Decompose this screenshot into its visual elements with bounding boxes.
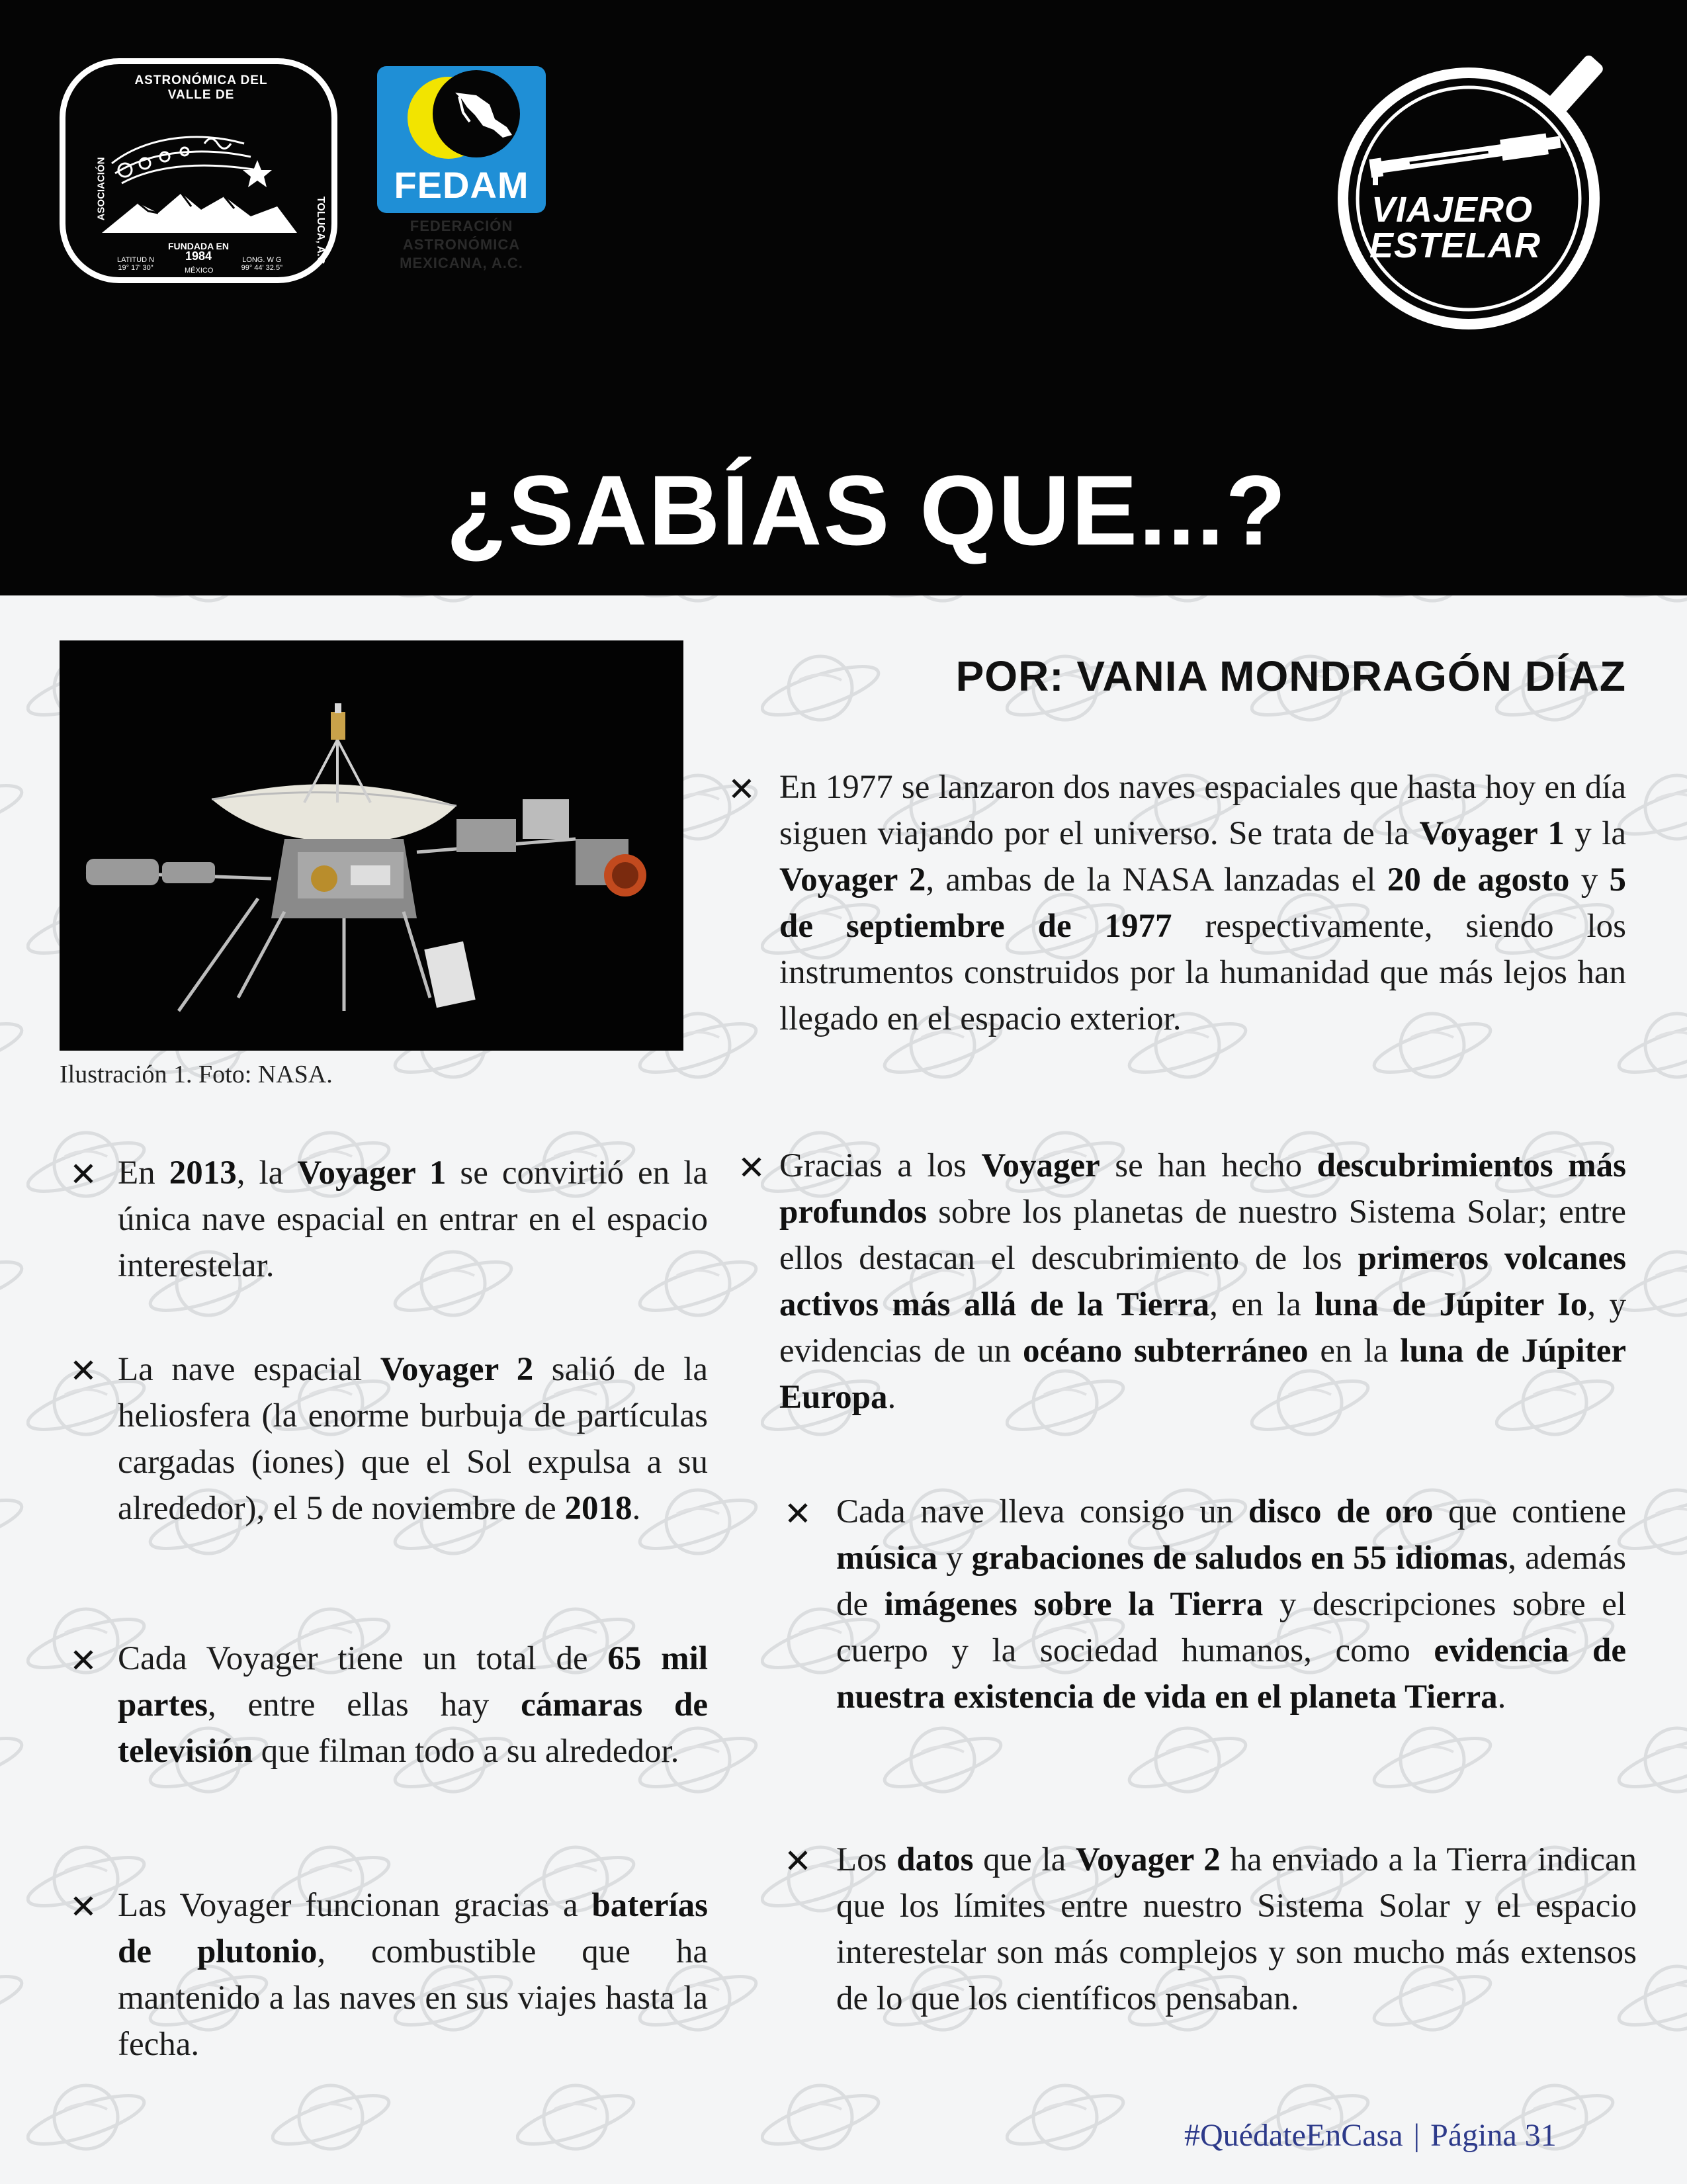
fedam-logo <box>377 66 546 213</box>
aavt-arc-text: ASTRONÓMICA DEL VALLE DE <box>134 73 268 102</box>
aavt-side-right: TOLUCA, A.C. <box>315 197 326 267</box>
hashtag: #QuédateEnCasa <box>1184 2118 1403 2153</box>
viajero-line1: VIAJERO <box>1371 190 1534 230</box>
aavt-latitude-label: LATITUD N <box>117 256 155 264</box>
fact-discoveries: Gracias a los Voyager se han hecho descubrimientos más profundos sobre los planetas de nuestro Sistema Solar; entre ellos destacan el descubrimiento de los primeros volcanes activos más allá de la Tierra, en la luna de Júpiter Io, y evidencias de un océano subterráneo en la luna de Júpiter Europa. <box>779 1147 1626 1416</box>
fedam-subtitle <box>374 217 549 273</box>
bullet-x-icon: ✕ <box>728 770 756 808</box>
fact-plutonium: Las Voyager funcionan gracias a baterías de plutonio, combustible que ha mantenido a las naves en sus viajes hasta la fecha. <box>118 1887 708 2063</box>
fact-launch: En 1977 se lanzaron dos naves espaciales que hasta hoy en día siguen viajando por el universo. Se trata de la Voyager 1 y la Voyager 2, ambas de la NASA lanzadas el 20 de agosto y 5 de septiembre de 1977 respectivamente, siendo los instrumentos construidos por la humanidad que más lejos han llegado en el espacio exterior. <box>779 769 1627 1037</box>
page-footer <box>1184 2117 1557 2154</box>
viajero-line2: ESTELAR <box>1369 226 1541 265</box>
aavt-year: 1984 <box>185 249 212 263</box>
fedam-subtitle-line: MEXICANA, A.C. <box>400 255 523 271</box>
fact-golden-record: Cada nave lleva consigo un disco de oro que contiene música y grabaciones de saludos en 55 idiomas, además de imágenes sobre la Tierra y descripciones sobre el cuerpo y la sociedad humanos, como evidencia de nuestra existencia de vida en el planeta Tierra. <box>836 1493 1627 1716</box>
aavt-logo <box>60 58 337 283</box>
author-byline: POR: VANIA MONDRAGÓN DÍAZ <box>955 652 1626 700</box>
bullet-x-icon: ✕ <box>69 1888 97 1926</box>
aavt-latitude-value: 19° 17' 30" <box>118 264 153 272</box>
aavt-latitude <box>117 256 154 272</box>
aavt-longitude-label: LONG. W G <box>242 256 282 264</box>
page-title: ¿SABÍAS QUE...? <box>446 455 1287 566</box>
bullet-x-icon: ✕ <box>69 1155 97 1194</box>
aavt-founded-label: FUNDADA EN <box>167 241 230 251</box>
aavt-side-text: ASOCIACIÓN <box>95 157 107 221</box>
aavt-place: MÉXICO <box>185 267 214 275</box>
bullet-x-icon: ✕ <box>69 1641 97 1680</box>
aavt-longitude-value: 99° 44' 32.5" <box>241 264 282 272</box>
page-number: Página 31 <box>1430 2118 1557 2153</box>
bullet-x-icon: ✕ <box>784 1495 812 1533</box>
fedam-wordmark: FEDAM <box>394 164 529 206</box>
viajero-wordmark <box>1369 190 1541 265</box>
fedam-emblem <box>377 66 546 165</box>
header-band <box>0 0 1687 595</box>
fedam-subtitle-line: FEDERACIÓN <box>410 218 513 234</box>
fact-data: Los datos que la Voyager 2 ha enviado a la Tierra indican que los límites entre nuestro Sistema Solar y el espacio interestelar son más complejos y son mucho más extensos de lo que los científicos pensaban. <box>836 1841 1637 2017</box>
voyager-spacecraft-image <box>60 640 683 1051</box>
fact-interstellar: En 2013, la Voyager 1 se convirtió en la única nave espacial en entrar en el espacio interestelar. <box>118 1155 709 1284</box>
fact-heliosphere: La nave espacial Voyager 2 salió de la heliosfera (la enorme burbuja de partículas cargadas (iones) que el Sol expulsa a su alrededor), el 5 de noviembre de 2018. <box>118 1351 709 1527</box>
fedam-subtitle-line: ASTRONÓMICA <box>402 236 521 253</box>
photo-caption: Ilustración 1. Foto: NASA. <box>60 1061 333 1088</box>
footer-separator: | <box>1413 2118 1420 2153</box>
viajero-estelar-logo <box>1330 40 1621 337</box>
magnifier-emblem <box>1330 40 1621 337</box>
bullet-x-icon: ✕ <box>69 1352 97 1390</box>
bullet-x-icon: ✕ <box>784 1842 812 1880</box>
aavt-longitude <box>241 256 282 272</box>
voyager-photo <box>60 640 683 1051</box>
aavt-founded <box>65 241 331 261</box>
fact-parts: Cada Voyager tiene un total de 65 mil partes, entre ellas hay cámaras de televisión que filman todo a su alrededor. <box>118 1640 708 1770</box>
bullet-x-icon: ✕ <box>738 1149 765 1187</box>
